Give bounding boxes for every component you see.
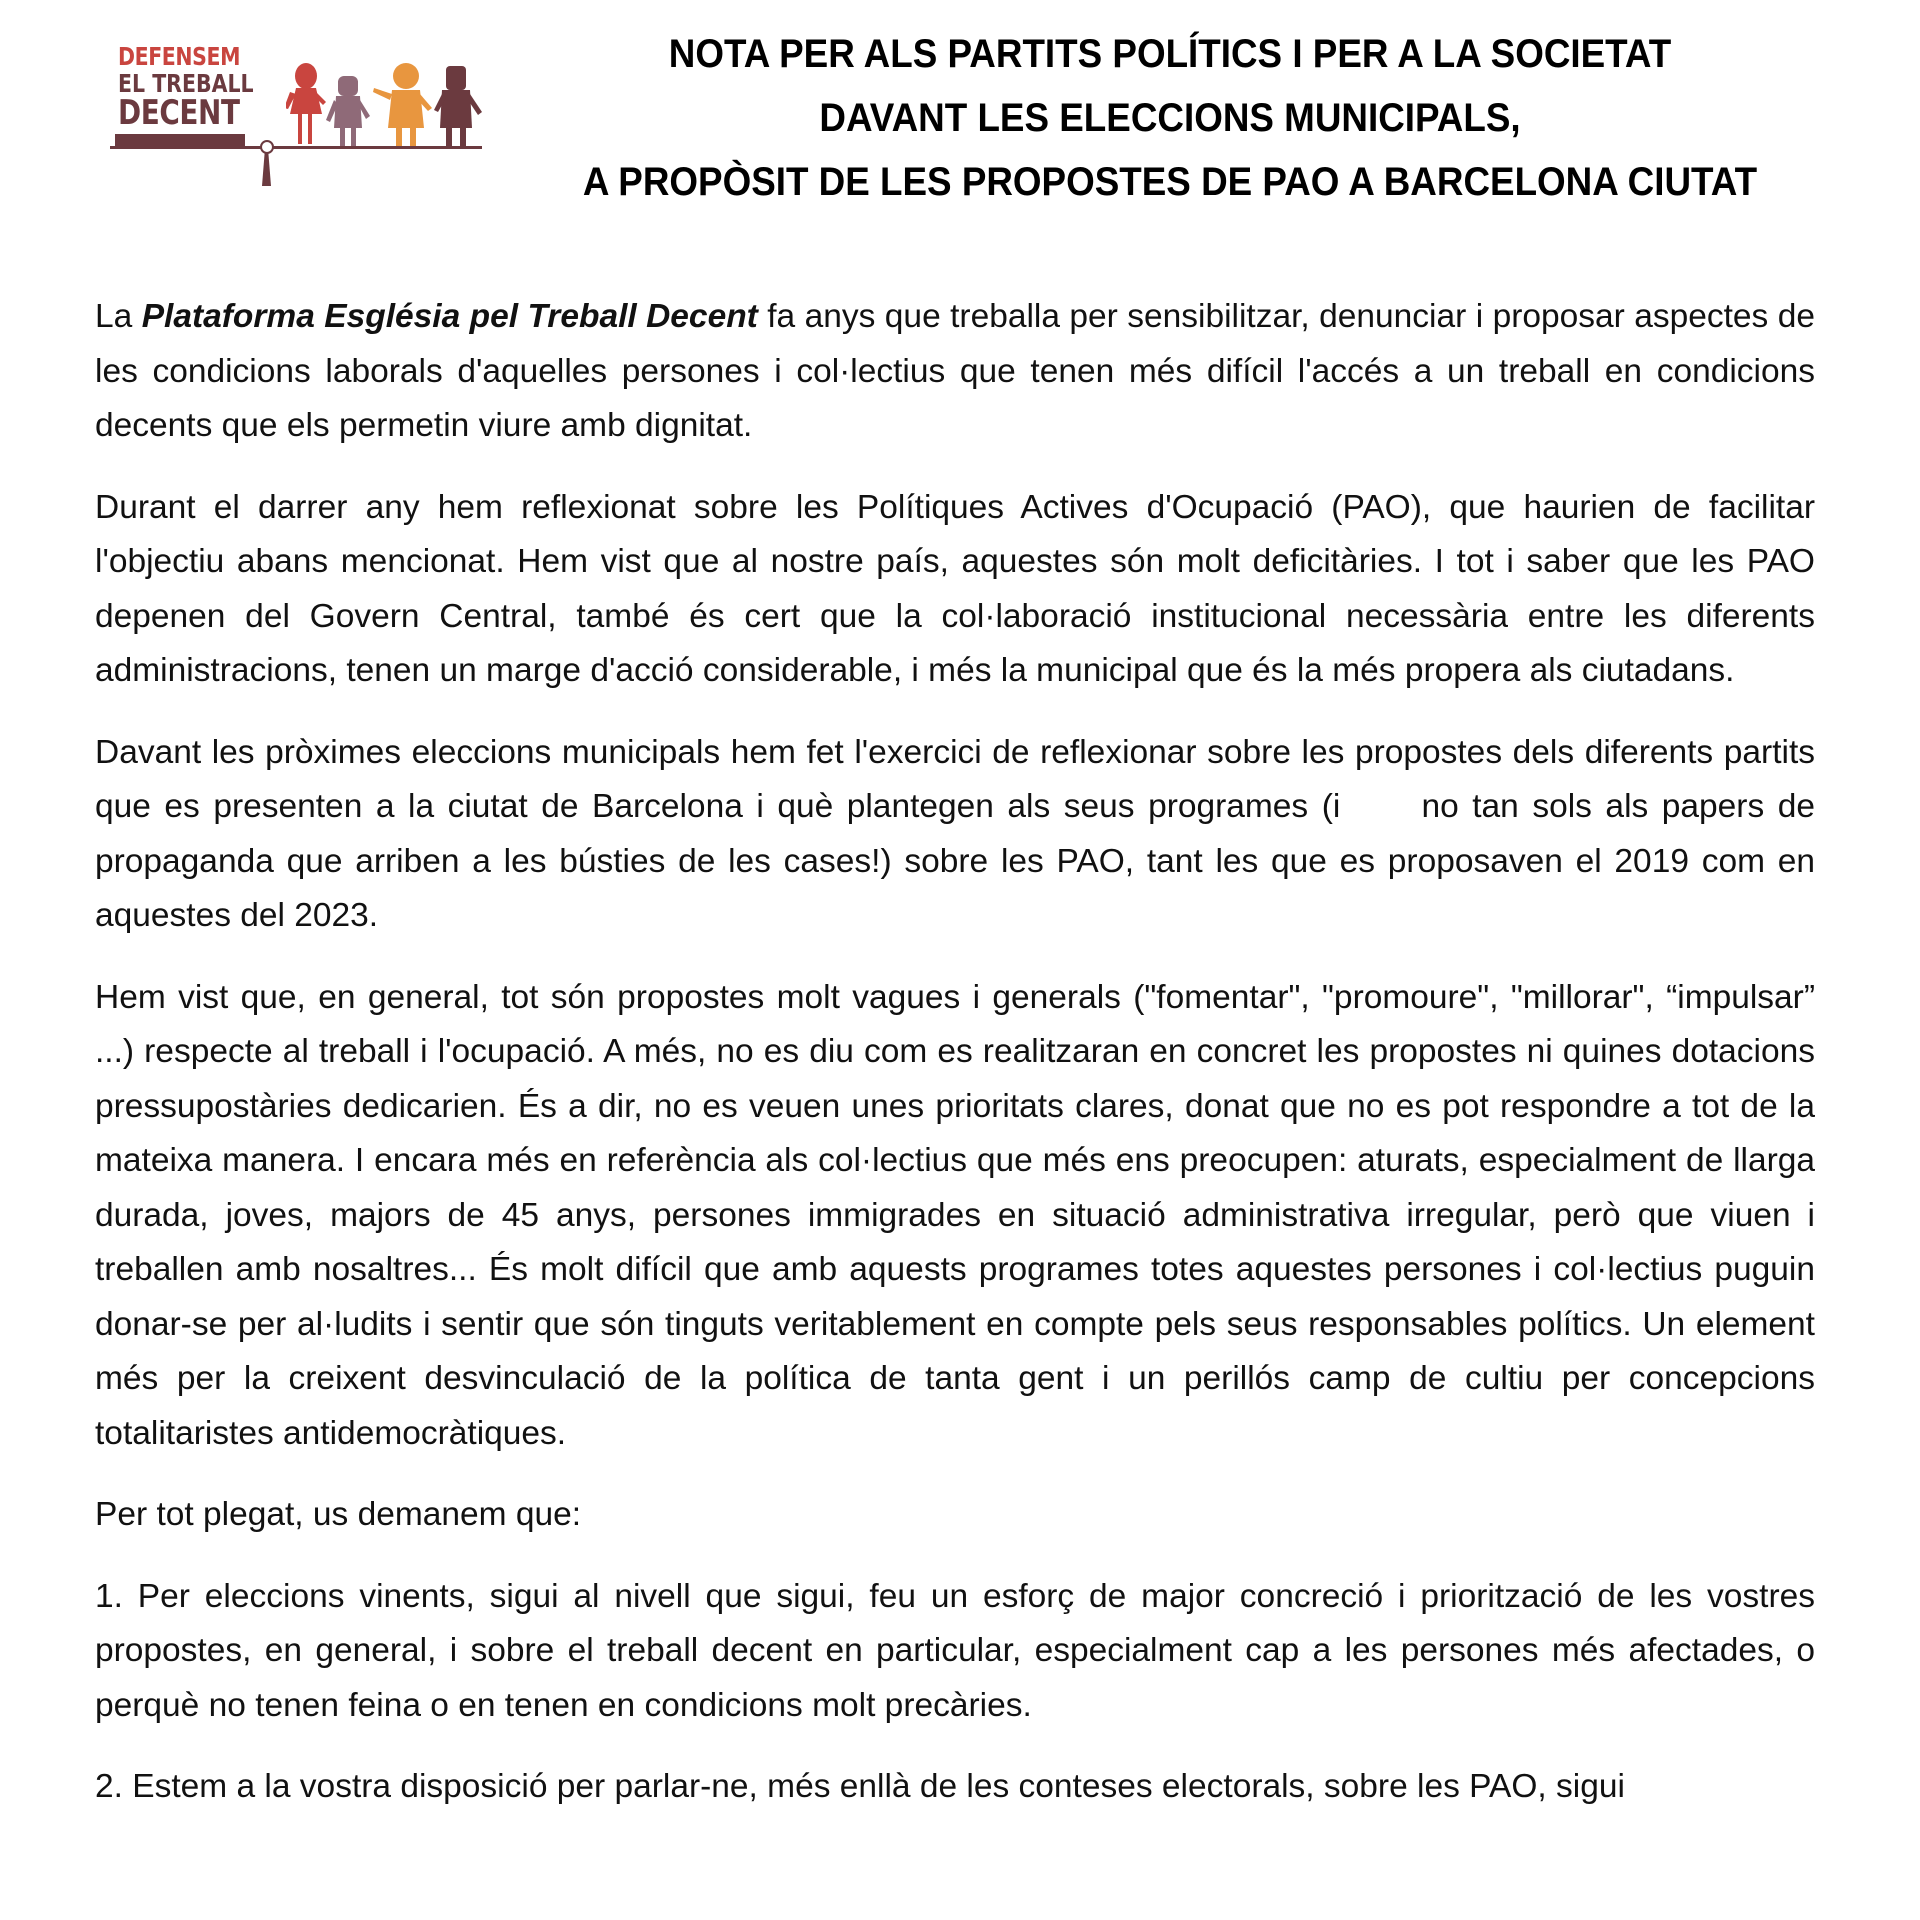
title-line-3: A PROPÒSIT DE LES PROPOSTES DE PAO A BARCELONA CIUTAT [582, 160, 1758, 204]
logo-base-block [115, 134, 245, 146]
paragraph-1 [95, 290, 1815, 454]
paragraph-3: Davant les pròximes eleccions municipals hem fet l'exercici de reflexionar sobre les propostes dels diferents partits que es presenten a la ciutat de Barcelona i què plantegen als seus programes (i no tan sols als papers de propaganda que arriben a les bústies de les cases!) sobre les PAO, tant les que es proposaven el 2019 com en aquestes del 2023. [95, 733, 1825, 934]
logo-fulcrum-icon [260, 140, 274, 154]
paragraph-5: Per tot plegat, us demanem que: [95, 1496, 582, 1533]
paragraph-1-pre: La [95, 298, 142, 335]
organization-name: Plataforma Església pel Treball Decent [141, 298, 758, 335]
logo-defensem-el-treball-decent [110, 44, 490, 184]
title-line-1: NOTA PER ALS PARTITS POLÍTICS I PER A LA SOCIETAT [668, 32, 1672, 76]
document-body [95, 290, 1825, 1842]
list-item-2: 2. Estem a la vostra disposició per parlar-ne, més enllà de les conteses electorals, sobre les PAO, sigui [95, 1768, 1625, 1805]
logo-line-1: DEFENSEM [118, 42, 241, 71]
logo-post [262, 152, 271, 186]
page-title [572, 22, 1768, 214]
logo-text [118, 42, 283, 133]
list-item-1: 1. Per eleccions vinents, sigui al nivell que sigui, feu un esforç de major concreció i priorització de les vostres propostes, en general, i sobre el treball decent en particular, especialment cap a les persones més afectades, o perquè no tenen feina o en tenen en condicions molt precàries. [95, 1577, 1815, 1724]
logo-line-3: DECENT [118, 93, 240, 133]
title-line-2: DAVANT LES ELECCIONS MUNICIPALS, [819, 96, 1521, 140]
paragraph-2: Durant el darrer any hem reflexionat sobre les Polítiques Actives d'Ocupació (PAO), que haurien de facilitar l'objectiu abans mencionat. Hem vist que al nostre país, aquestes són molt deficitàries. I tot i saber que les PAO depenen del Govern Central, també és cert que la col·laboració institucional necessària entre les diferents administracions, tenen un marge d'acció considerable, i més la municipal que és la més propera als ciutadans. [95, 488, 1815, 689]
logo-line-2: EL TREBALL [118, 69, 254, 98]
paragraph-1-post: fa anys que treballa per sensibilitzar, denunciar i proposar aspectes de les condicions laborals d'aquelles persones i col·lectius que tenen més difícil l'accés a un treball en condicions decents que els permetin viure amb dignitat. [95, 298, 1815, 444]
people-figures-icon [286, 62, 486, 148]
paragraph-4: Hem vist que, en general, tot són propostes molt vagues i generals ("fomentar", "promoure", "millorar", “impulsar” ...) respecte al treball i l'ocupació. A més, no es diu com es realitzaran en concret les propostes ni quines dotacions pressupostàries dedicarien. És a dir, no es veuen unes prioritats clares, donat que no es pot respondre a tot de la mateixa manera. I encara més en referència als col·lectius que més ens preocupen: aturats, especialment de llarga durada, joves, majors de 45 anys, persones immigrades en situació administrativa irregular, però que viuen i treballen amb nosaltres... És molt difícil que amb aquests programes totes aquestes persones i col·lectius puguin donar-se per al·ludits i sentir que són tinguts veritablement en compte pels seus responsables polítics. Un element més per la creixent desvinculació de la política de tanta gent i un perillós camp de cultiu per concepcions totalitaristes antidemocràtiques. [95, 978, 1815, 1452]
